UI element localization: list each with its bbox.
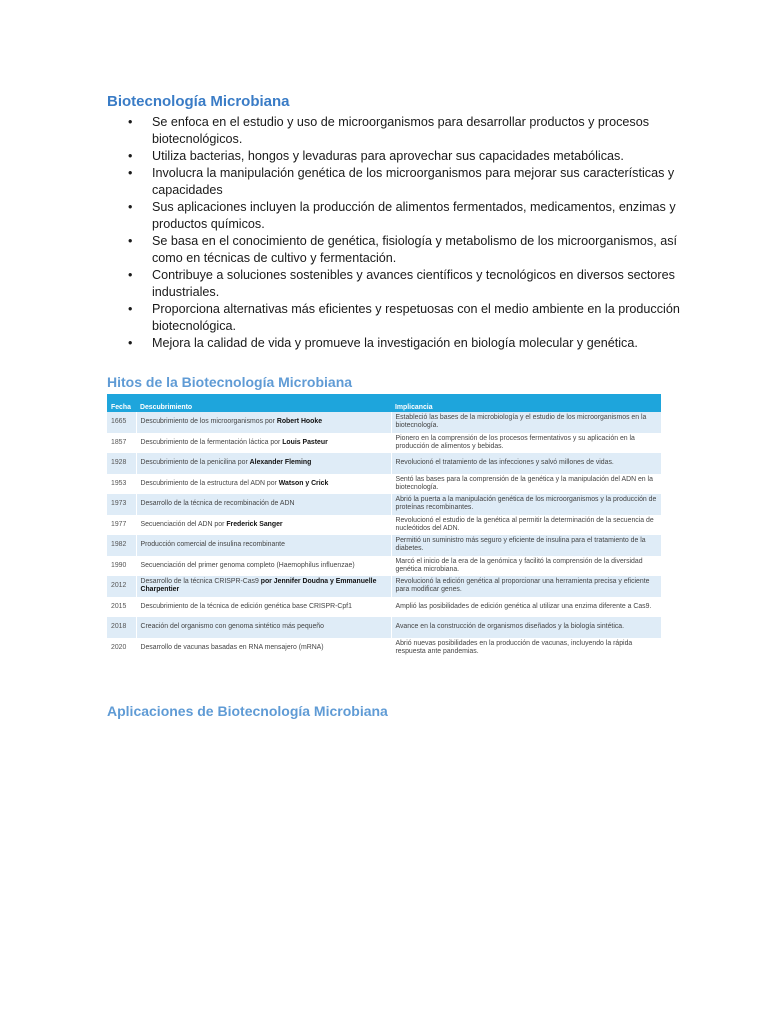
cell-implicancia: Abrió la puerta a la manipulación genética de los microorganismos y la producción de proteínas recombinantes. — [391, 494, 661, 515]
cell-fecha: 2018 — [107, 617, 136, 638]
cell-implicancia: Amplió las posibilidades de edición genética al utilizar una enzima diferente a Cas9. — [391, 597, 661, 618]
section-heading-biotecnologia: Biotecnología Microbiana — [107, 93, 290, 110]
cell-descubrimiento — [136, 453, 391, 474]
cell-implicancia: Revolucionó la edición genética al proporcionar una herramienta precisa y eficiente para modificar genes. — [391, 576, 661, 597]
table-row — [107, 515, 661, 536]
descubrimiento-text: Descubrimiento de la estructura del ADN por — [140, 479, 277, 487]
list-item: • Mejora la calidad de vida y promueve la investigación en biología molecular y genética. — [120, 335, 680, 352]
descubrimiento-text: Descubrimiento de la técnica de edición genética base CRISPR-Cpf1 — [140, 602, 352, 610]
table-row — [107, 535, 661, 556]
descubrimiento-text: Desarrollo de la técnica de recombinación de ADN — [140, 500, 295, 508]
cell-fecha: 2012 — [107, 576, 136, 597]
cell-implicancia: Avance en la construcción de organismos diseñados y la biología sintética. — [391, 617, 661, 638]
cell-descubrimiento — [136, 556, 391, 577]
list-item: • Se basa en el conocimiento de genética, fisiología y metabolismo de los microorganismos, así como en técnicas de cultivo y fermentación. — [120, 233, 680, 267]
cell-fecha: 1665 — [107, 412, 136, 433]
header-fecha: Fecha — [107, 394, 136, 412]
descubridor-name: Louis Pasteur — [282, 438, 328, 446]
cell-descubrimiento — [136, 494, 391, 515]
cell-implicancia: Abrió nuevas posibilidades en la producción de vacunas, incluyendo la rápida respuesta ante pandemias. — [391, 638, 661, 659]
table-row — [107, 412, 661, 433]
cell-descubrimiento — [136, 515, 391, 536]
descubridor-name: Robert Hooke — [276, 418, 323, 426]
cell-descubrimiento — [136, 474, 391, 495]
table-row — [107, 597, 661, 618]
cell-descubrimiento — [136, 576, 391, 597]
table-row — [107, 556, 661, 577]
list-item: • Utiliza bacterias, hongos y levaduras para aprovechar sus capacidades metabólicas. — [120, 148, 680, 165]
table-row — [107, 494, 661, 515]
cell-descubrimiento — [136, 597, 391, 618]
cell-descubrimiento — [136, 433, 391, 454]
cell-implicancia: Permitió un suministro más seguro y eficiente de insulina para el tratamiento de la diabetes. — [391, 535, 661, 556]
cell-implicancia: Revolucionó el tratamiento de las infecciones y salvó millones de vidas. — [391, 453, 661, 474]
cell-fecha: 1953 — [107, 474, 136, 495]
cell-descubrimiento — [136, 638, 391, 659]
table-row — [107, 433, 661, 454]
descubrimiento-text: Secuenciación del ADN por — [140, 520, 225, 528]
cell-fecha: 2020 — [107, 638, 136, 659]
cell-fecha: 1928 — [107, 453, 136, 474]
section-heading-hitos: Hitos de la Biotecnología Microbiana — [107, 374, 353, 390]
descubridor-name: Frederick Sanger — [226, 520, 283, 528]
cell-descubrimiento — [136, 535, 391, 556]
table-header-row — [107, 394, 661, 412]
list-item: • Involucra la manipulación genética de los microorganismos para mejorar sus características y capacidades — [120, 165, 680, 199]
cell-fecha: 1973 — [107, 494, 136, 515]
descubrimiento-text: Desarrollo de la técnica CRISPR-Cas9 — [140, 578, 259, 586]
cell-fecha: 1857 — [107, 433, 136, 454]
cell-implicancia: Estableció las bases de la microbiología y el estudio de los microorganismos en la biotecnología. — [391, 412, 661, 433]
bullet-list — [120, 114, 680, 352]
cell-implicancia: Sentó las bases para la comprensión de la genética y la manipulación del ADN en la biotecnología. — [391, 474, 661, 495]
cell-implicancia: Revolucionó el estudio de la genética al permitir la determinación de la secuencia de nucleótidos del ADN. — [391, 515, 661, 536]
cell-implicancia: Pionero en la comprensión de los procesos fermentativos y su aplicación en la producción de alimentos y bebidas. — [391, 433, 661, 454]
table-row — [107, 453, 661, 474]
descubrimiento-text: Descubrimiento de los microorganismos por — [140, 418, 275, 426]
list-item: • Se enfoca en el estudio y uso de microorganismos para desarrollar productos y procesos biotecnológicos. — [120, 114, 680, 148]
descubrimiento-text: Creación del organismo con genoma sintético más pequeño — [140, 623, 324, 631]
list-item: • Contribuye a soluciones sostenibles y avances científicos y tecnológicos en diversos sectores industriales. — [120, 267, 680, 301]
table-row — [107, 576, 661, 597]
descubrimiento-text: Desarrollo de vacunas basadas en RNA mensajero (mRNA) — [140, 643, 324, 651]
cell-descubrimiento — [136, 617, 391, 638]
cell-implicancia: Marcó el inicio de la era de la genómica y facilitó la comprensión de la diversidad genética microbiana. — [391, 556, 661, 577]
table-row — [107, 638, 661, 659]
cell-fecha: 1982 — [107, 535, 136, 556]
hitos-table — [107, 394, 662, 658]
descubridor-name: Watson y Crick — [278, 479, 329, 487]
table-row — [107, 617, 661, 638]
cell-fecha: 1977 — [107, 515, 136, 536]
table-row — [107, 474, 661, 495]
descubridor-name: por Jennifer Doudna y Emmanuelle Charpentier — [140, 578, 377, 594]
cell-descubrimiento — [136, 412, 391, 433]
descubrimiento-text: Secuenciación del primer genoma completo (Haemophilus influenzae) — [140, 561, 355, 569]
descubrimiento-text: Descubrimiento de la fermentación láctica por — [140, 438, 281, 446]
descubridor-name: Alexander Fleming — [249, 459, 312, 467]
list-item: • Sus aplicaciones incluyen la producción de alimentos fermentados, medicamentos, enzimas y productos químicos. — [120, 199, 680, 233]
descubrimiento-text: Descubrimiento de la penicilina por — [140, 459, 248, 467]
descubrimiento-text: Producción comercial de insulina recombinante — [140, 541, 285, 549]
header-descubrimiento: Descubrimiento — [136, 394, 391, 412]
cell-fecha: 2015 — [107, 597, 136, 618]
list-item: • Proporciona alternativas más eficientes y respetuosas con el medio ambiente en la producción biotecnológica. — [120, 301, 680, 335]
section-heading-aplicaciones: Aplicaciones de Biotecnología Microbiana — [107, 703, 388, 719]
cell-fecha: 1990 — [107, 556, 136, 577]
header-implicancia: Implicancia — [391, 394, 661, 412]
